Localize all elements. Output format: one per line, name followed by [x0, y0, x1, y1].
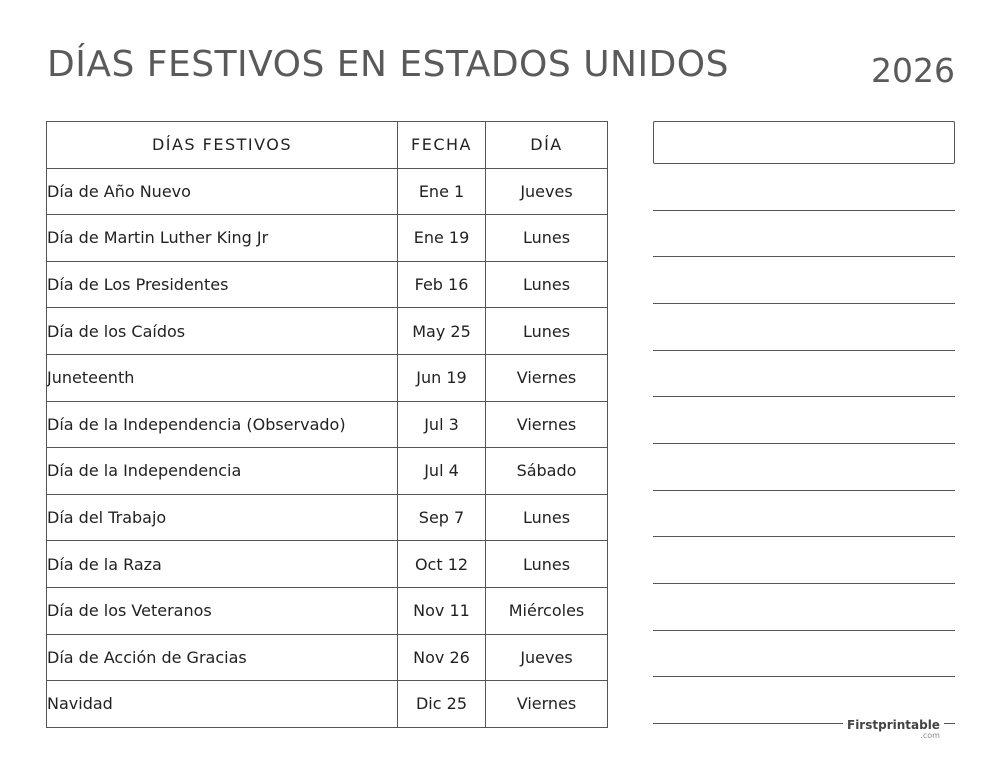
note-line[interactable] [653, 397, 955, 444]
holidays-table [46, 121, 608, 728]
holiday-day-cell: Jueves [486, 634, 608, 681]
table-row [47, 494, 608, 541]
page-title: DÍAS FESTIVOS EN ESTADOS UNIDOS [47, 44, 729, 85]
header-date: FECHA [398, 122, 486, 169]
holiday-date-cell: Feb 16 [398, 261, 486, 308]
notes-area [653, 121, 955, 724]
table-row [47, 448, 608, 495]
note-line[interactable] [653, 304, 955, 351]
table-row [47, 308, 608, 355]
table-row [47, 541, 608, 588]
holiday-day-cell: Lunes [486, 308, 608, 355]
holiday-name-cell: Día de los Veteranos [47, 587, 398, 634]
table-row [47, 215, 608, 262]
table-row [47, 261, 608, 308]
holiday-date-cell: Nov 11 [398, 587, 486, 634]
holiday-name-cell: Día de Año Nuevo [47, 168, 398, 215]
note-line[interactable] [653, 164, 955, 211]
holiday-day-cell: Viernes [486, 681, 608, 728]
header-holiday: DÍAS FESTIVOS [47, 122, 398, 169]
holiday-name-cell: Día de Martin Luther King Jr [47, 215, 398, 262]
holiday-name-cell: Día de la Independencia [47, 448, 398, 495]
holiday-day-cell: Jueves [486, 168, 608, 215]
logo-text: Firstprintable [847, 718, 940, 732]
holiday-date-cell: Jun 19 [398, 354, 486, 401]
note-line[interactable] [653, 491, 955, 538]
holiday-day-cell: Lunes [486, 494, 608, 541]
holiday-date-cell: Ene 19 [398, 215, 486, 262]
note-line[interactable] [653, 677, 955, 724]
note-line[interactable] [653, 211, 955, 258]
holiday-date-cell: Jul 4 [398, 448, 486, 495]
year-label: 2026 [871, 51, 955, 90]
holiday-name-cell: Día de la Raza [47, 541, 398, 588]
holiday-date-cell: Dic 25 [398, 681, 486, 728]
holiday-date-cell: May 25 [398, 308, 486, 355]
note-line[interactable] [653, 631, 955, 678]
holiday-name-cell: Juneteenth [47, 354, 398, 401]
note-line[interactable] [653, 584, 955, 631]
holiday-name-cell: Navidad [47, 681, 398, 728]
table-row [47, 681, 608, 728]
logo-domain: .com [920, 731, 940, 740]
holiday-name-cell: Día de Los Presidentes [47, 261, 398, 308]
holiday-date-cell: Oct 12 [398, 541, 486, 588]
note-line[interactable] [653, 537, 955, 584]
note-line[interactable] [653, 444, 955, 491]
table-row [47, 354, 608, 401]
table-row [47, 401, 608, 448]
table-row [47, 168, 608, 215]
note-line[interactable] [653, 351, 955, 398]
holiday-date-cell: Jul 3 [398, 401, 486, 448]
holiday-day-cell: Sábado [486, 448, 608, 495]
holiday-day-cell: Viernes [486, 354, 608, 401]
holiday-day-cell: Lunes [486, 215, 608, 262]
holiday-day-cell: Lunes [486, 261, 608, 308]
holiday-name-cell: Día del Trabajo [47, 494, 398, 541]
brand-logo [843, 719, 944, 740]
holiday-date-cell: Nov 26 [398, 634, 486, 681]
holiday-day-cell: Miércoles [486, 587, 608, 634]
holiday-day-cell: Viernes [486, 401, 608, 448]
holiday-name-cell: Día de los Caídos [47, 308, 398, 355]
holiday-name-cell: Día de la Independencia (Observado) [47, 401, 398, 448]
holiday-date-cell: Sep 7 [398, 494, 486, 541]
table-header-row [47, 122, 608, 169]
notes-header-box[interactable] [653, 121, 955, 164]
table-row [47, 634, 608, 681]
header-day: DÍA [486, 122, 608, 169]
table-row [47, 587, 608, 634]
holiday-day-cell: Lunes [486, 541, 608, 588]
note-line[interactable] [653, 257, 955, 304]
holiday-date-cell: Ene 1 [398, 168, 486, 215]
holiday-name-cell: Día de Acción de Gracias [47, 634, 398, 681]
